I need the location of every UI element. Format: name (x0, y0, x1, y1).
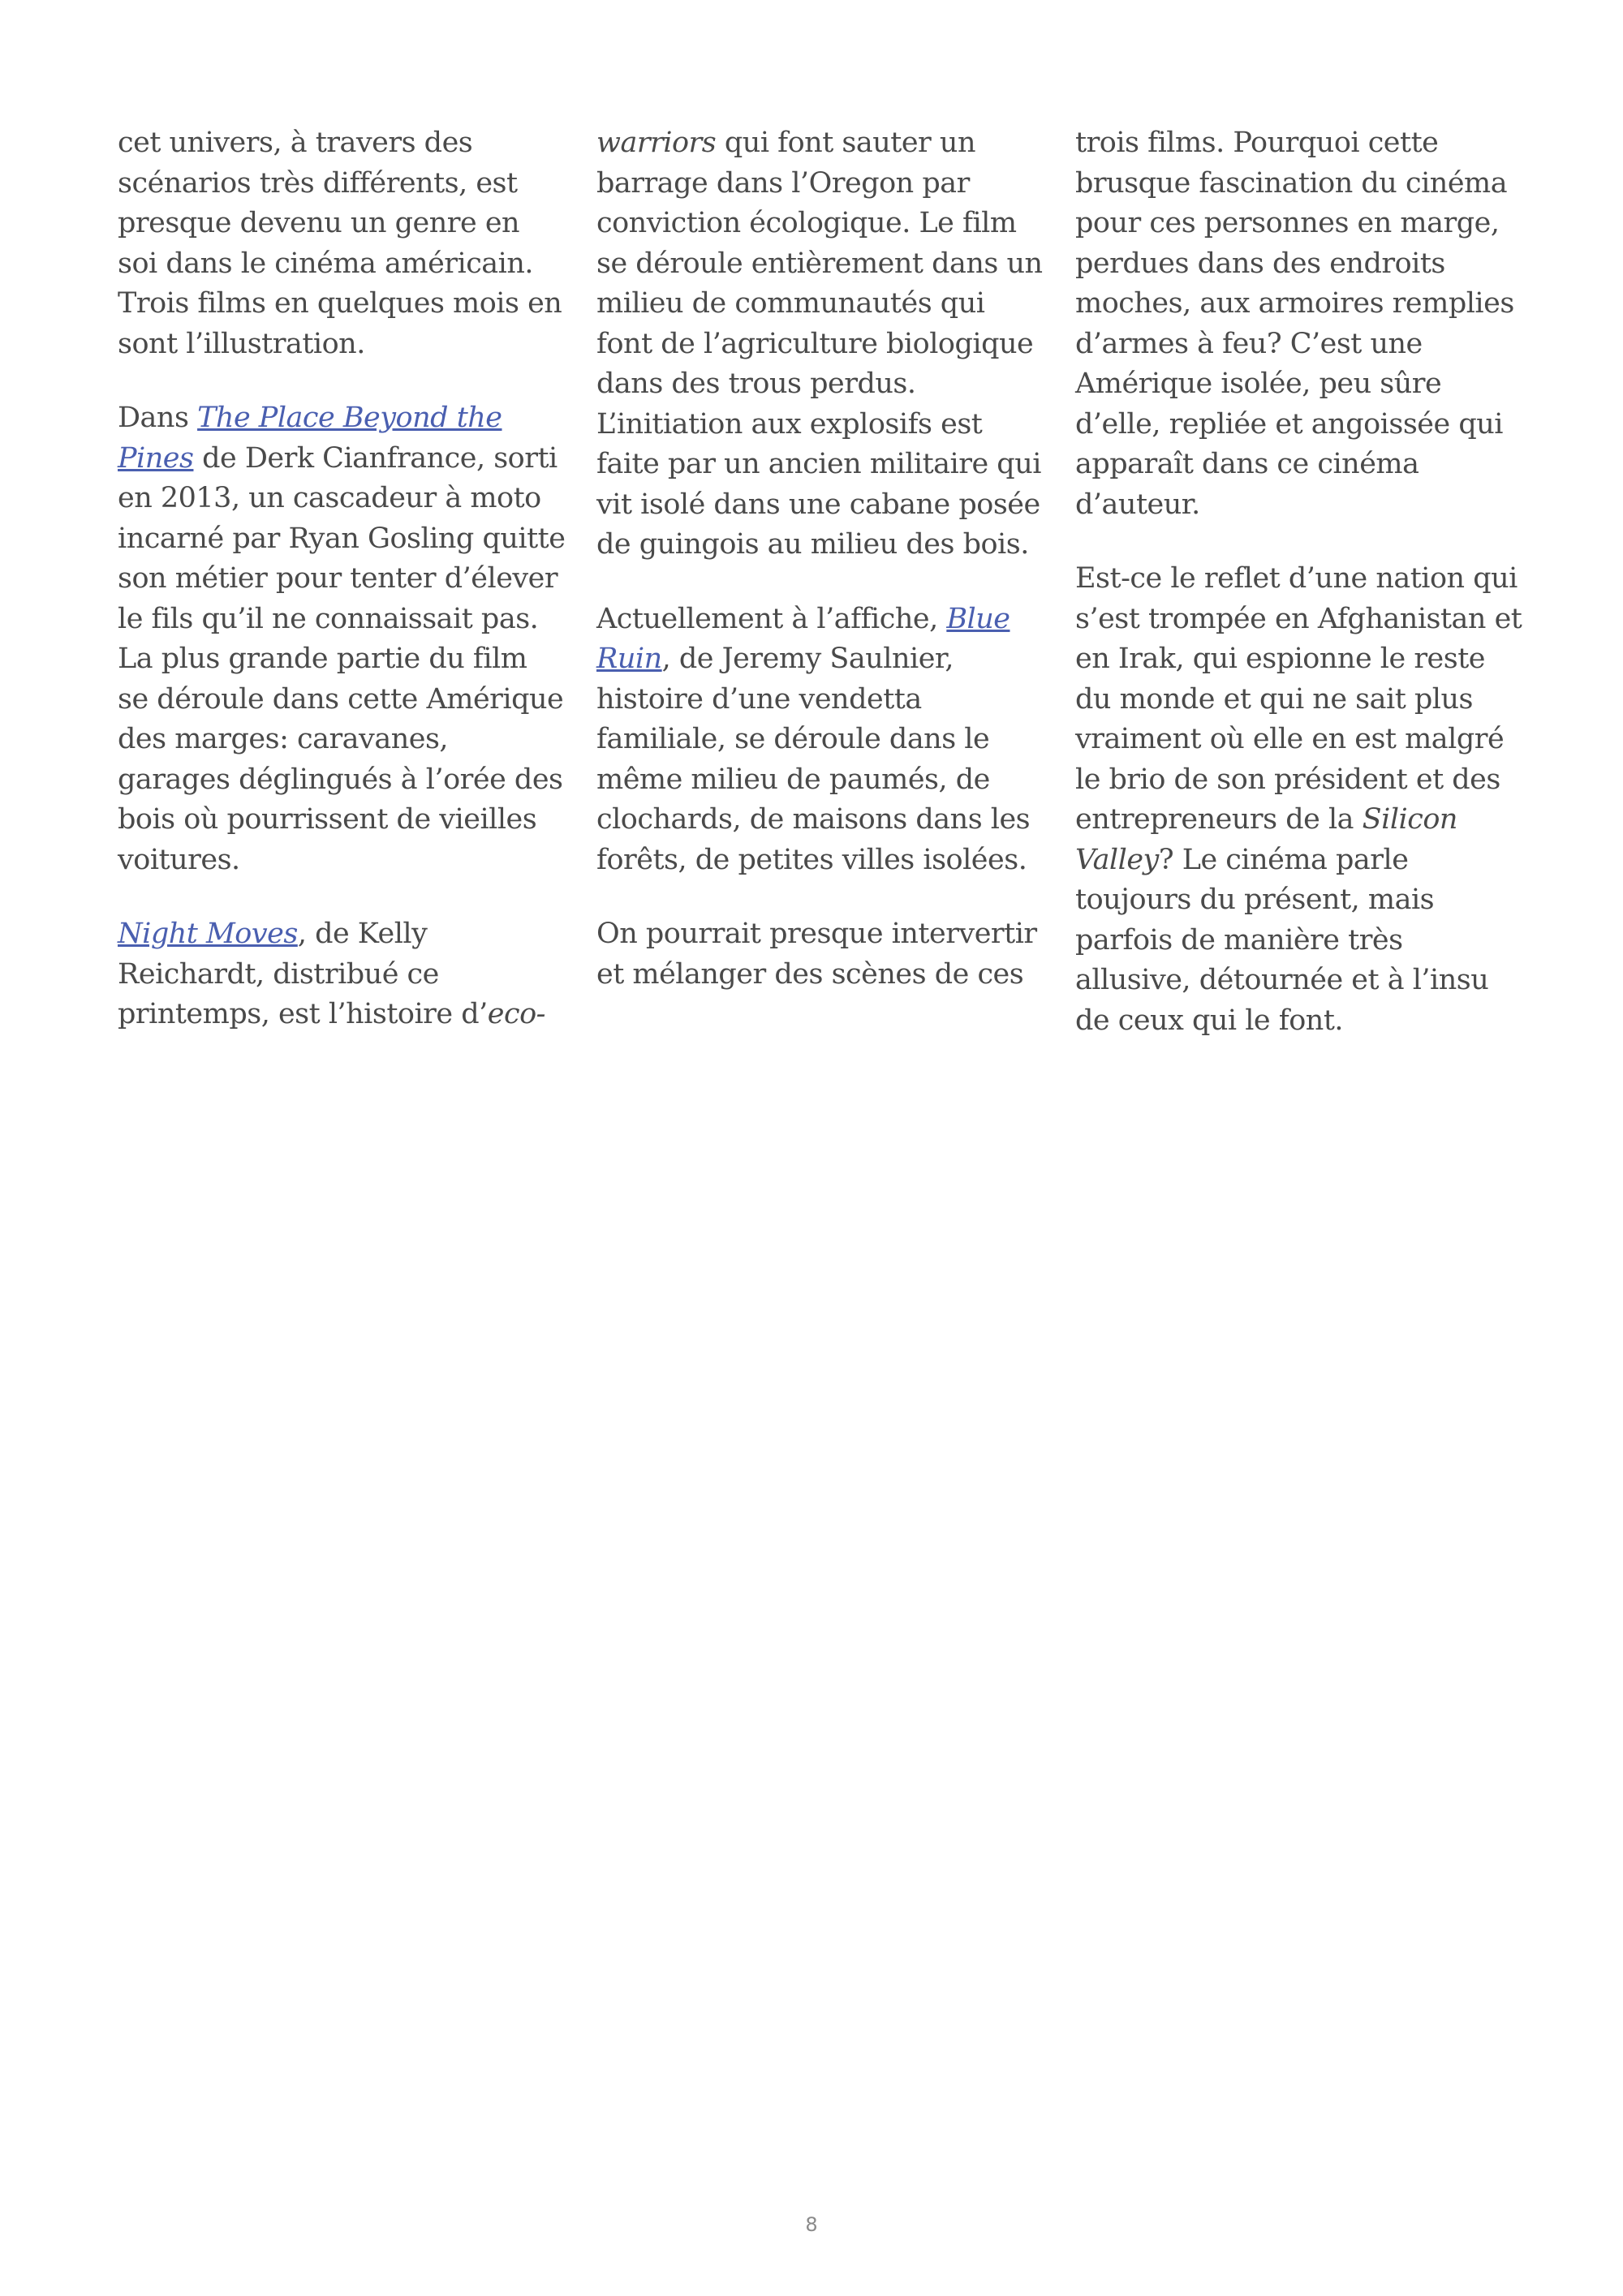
paragraph (596, 600, 1051, 881)
text-line: de guingois au milieu des bois. (596, 528, 1029, 561)
text-line: scénarios très différents, est (118, 166, 518, 200)
text-line: des marges: caravanes, (118, 723, 449, 755)
text-line: toujours du présent, mais (1075, 884, 1435, 916)
text-fragment: , de Kelly (297, 918, 428, 950)
text-line: familiale, se déroule dans le (596, 723, 990, 755)
text-line (118, 914, 572, 955)
text-line: incarné par Ryan Gosling quitte (118, 522, 566, 555)
text-line: même milieu de paumés, de (596, 763, 990, 796)
text-line: le fils qu’il ne connaissait pas. (118, 602, 539, 635)
text-line: de ceux qui le font. (1075, 1004, 1344, 1037)
text-line: dans des trous perdus. (596, 368, 916, 400)
text-line: faite par un ancien militaire qui (596, 448, 1041, 480)
text-line: soi dans le cinéma américain. (118, 247, 534, 280)
text-line: conviction écologique. Le film (596, 207, 1017, 239)
text-line: clochards, de maisons dans les (596, 803, 1031, 836)
text-line: d’elle, repliée et angoissée qui (1075, 407, 1503, 441)
text-column-3 (1075, 123, 1530, 1041)
text-line: son métier pour tenter d’élever (118, 562, 558, 595)
text-line: cet univers, à travers des (118, 127, 473, 159)
film-link-blue-ruin-cont[interactable]: Ruin (596, 643, 662, 675)
text-line (118, 439, 572, 479)
page-number: 8 (805, 2213, 818, 2236)
text-line: vit isolé dans une cabane posée (596, 488, 1040, 521)
film-link-night-moves[interactable]: Night Moves (118, 918, 298, 950)
text-fragment: , de Jeremy Saulnier, (661, 643, 954, 675)
text-column-1 (118, 123, 572, 1035)
text-line (596, 639, 1051, 680)
paragraph (1075, 559, 1530, 1041)
paragraph (1075, 123, 1530, 525)
italic-term: Silicon (1362, 803, 1457, 836)
text-line: Reichardt, distribué ce (118, 957, 439, 991)
text-line: d’armes à feu? C’est une (1075, 327, 1423, 360)
text-line: Est-ce le reflet d’une nation qui (1075, 562, 1518, 595)
text-line: brusque fascination du cinéma (1075, 166, 1508, 200)
text-line: garages déglingués à l’orée des (118, 763, 563, 796)
text-line (1075, 800, 1530, 841)
text-line: Amérique isolée, peu sûre (1075, 368, 1442, 400)
text-line: vraiment où elle en est malgré (1075, 723, 1505, 755)
text-line: forêts, de petites villes isolées. (596, 843, 1027, 876)
film-link-place-beyond-the-pines[interactable]: The Place Beyond the (197, 402, 502, 434)
italic-term: warriors (596, 127, 717, 159)
text-line: se déroule dans cette Amérique (118, 682, 564, 716)
paragraph (596, 123, 1051, 565)
paragraph (596, 914, 1051, 995)
text-line (596, 123, 1051, 164)
text-fragment: qui font sauter un (716, 127, 975, 159)
text-line: milieu de communautés qui (596, 287, 985, 320)
text-fragment: Dans (118, 402, 198, 434)
text-line: L’initiation aux explosifs est (596, 407, 983, 441)
text-line: le brio de son président et des (1075, 763, 1500, 796)
text-line (118, 995, 572, 1035)
text-line: moches, aux armoires remplies (1075, 287, 1514, 320)
text-line (1075, 841, 1530, 881)
text-line: parfois de manière très (1075, 923, 1403, 957)
text-line: sont l’illustration. (118, 327, 365, 360)
text-line: s’est trompée en Afghanistan et (1075, 602, 1522, 635)
film-link-blue-ruin[interactable]: Blue (946, 602, 1010, 635)
paragraph (118, 914, 572, 1035)
text-fragment: de Derk Cianfrance, sorti (193, 441, 558, 475)
italic-term: Valley (1075, 843, 1159, 876)
paragraph (118, 123, 572, 364)
text-line: perdues dans des endroits (1075, 247, 1445, 280)
text-line: en 2013, un cascadeur à moto (118, 482, 541, 514)
text-fragment: entrepreneurs de la (1075, 803, 1363, 836)
text-line: d’auteur. (1075, 488, 1200, 521)
text-line: On pourrait presque intervertir (596, 918, 1037, 950)
text-line: trois films. Pourquoi cette (1075, 127, 1439, 159)
text-line: pour ces personnes en marge, (1075, 207, 1500, 239)
text-line: se déroule entièrement dans un (596, 247, 1043, 280)
text-fragment: printemps, est l’histoire d’ (118, 998, 488, 1030)
text-line: Trois films en quelques mois en (118, 287, 562, 320)
text-fragment: ? Le cinéma parle (1158, 843, 1409, 876)
text-line: voitures. (118, 843, 240, 876)
text-line: histoire d’une vendetta (596, 682, 922, 716)
text-fragment: Actuellement à l’affiche, (596, 602, 947, 635)
text-line: font de l’agriculture biologique (596, 327, 1034, 360)
text-line: barrage dans l’Oregon par (596, 166, 970, 200)
text-line: bois où pourrissent de vieilles (118, 803, 537, 836)
text-line: en Irak, qui espionne le reste (1075, 643, 1486, 675)
text-line: et mélanger des scènes de ces (596, 957, 1024, 991)
text-column-2 (596, 123, 1051, 995)
text-line (596, 600, 1051, 640)
text-line: apparaît dans ce cinéma (1075, 448, 1419, 480)
text-line: presque devenu un genre en (118, 207, 520, 239)
text-line (118, 398, 572, 439)
italic-term: eco- (487, 998, 545, 1030)
text-line: du monde et qui ne sait plus (1075, 682, 1473, 716)
film-link-place-beyond-the-pines-cont[interactable]: Pines (118, 441, 194, 475)
text-line: allusive, détournée et à l’insu (1075, 964, 1489, 996)
text-line: La plus grande partie du film (118, 643, 527, 675)
paragraph (118, 398, 572, 880)
